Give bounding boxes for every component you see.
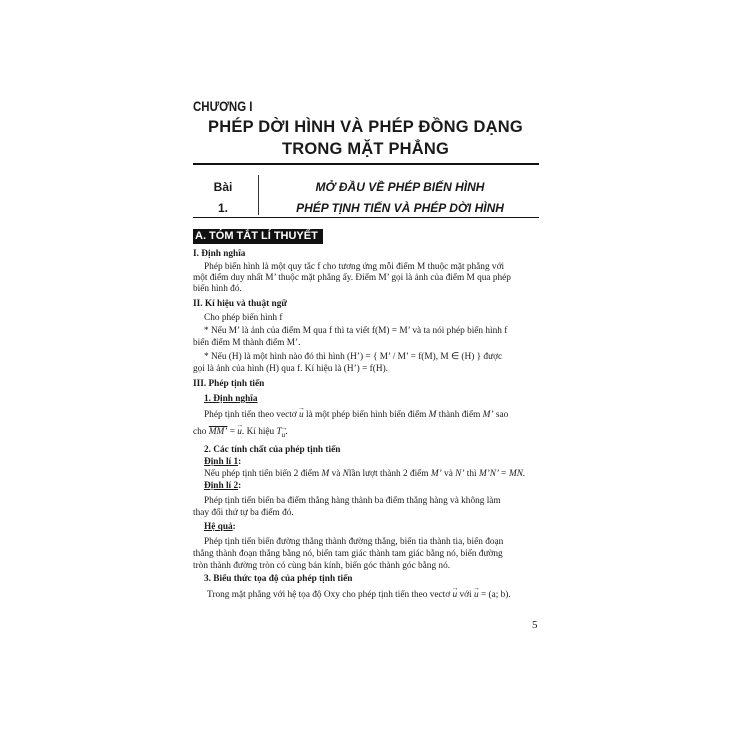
theorem-text: và — [331, 469, 341, 479]
point-m-prime: M’ — [482, 410, 494, 420]
lesson-title-line-2: PHÉP TỊNH TIẾN VÀ PHÉP DỜI HÌNH — [296, 201, 504, 215]
theorem-text: thì — [466, 469, 477, 479]
definition-text: là một phép biến hình biến điểm — [306, 410, 427, 420]
corollary-text-line-2: thẳng thành đoạn thẳng bằng nó, biến tam giác thành tam giác bằng nó, biến đường — [193, 549, 503, 559]
colon: : — [238, 481, 242, 491]
point-m-prime: M’ — [430, 469, 442, 479]
coordinate-text-part: với — [459, 590, 472, 600]
corollary-text-line-3: tròn thành đường tròn có cùng bán kính, biến góc thành góc bằng nó. — [193, 561, 451, 571]
definition-text: . Kí hiệu — [241, 427, 275, 437]
vector-u: → u — [299, 410, 304, 421]
coordinate-text-part: Trong mặt phẳng với hệ tọa độ Oxy cho phép tịnh tiến theo vectơ — [207, 590, 451, 600]
colon: : — [238, 457, 242, 467]
vector-mm-prime: MM’ — [208, 427, 228, 437]
subsection-1-heading: 1. Định nghĩa — [204, 394, 258, 404]
section-2-text-line-3: biến điểm M thành điểm M’. — [193, 338, 301, 348]
theorem-2-label — [204, 481, 241, 492]
coordinate-text — [207, 590, 511, 601]
definition-line-1 — [204, 410, 508, 421]
definition-text: Phép tịnh tiến theo vectơ — [204, 410, 297, 420]
section-2-text-line-2: * Nếu M’ là ảnh của điểm M qua f thì ta viết f(M) = M’ và ta nói phép biến hình f — [204, 326, 508, 336]
vector-u: → u — [474, 590, 479, 601]
lesson-separator — [258, 175, 259, 215]
theorem-text: và — [444, 469, 453, 479]
point-n-prime: N’ — [455, 469, 465, 479]
subsection-3-heading: 3. Biểu thức tọa độ của phép tịnh tiến — [204, 574, 353, 584]
coordinate-text-part: = (a; b). — [480, 590, 511, 600]
section-2-text-line-5: gọi là ảnh của hình (H) qua f. Kí hiệu là (H’) = f(H). — [193, 364, 388, 374]
title-divider — [193, 163, 539, 165]
chapter-title-line-2: TRONG MẶT PHẲNG — [281, 140, 450, 158]
theorem-1-title: Định lí 1 — [204, 457, 239, 467]
section-2-heading: II. Kí hiệu và thuật ngữ — [193, 299, 287, 309]
vector-u: → u — [237, 427, 242, 438]
section-1-text-line-3: biến hình đó. — [193, 284, 242, 294]
section-1-heading: I. Định nghĩa — [193, 249, 246, 259]
point-m: M — [321, 469, 330, 479]
theorem-2-text-line-1: Phép tịnh tiến biến ba điểm thẳng hàng thành ba điểm thẳng hàng và không làm — [204, 496, 501, 506]
colon: : — [232, 522, 236, 532]
definition-text: thành điểm — [438, 410, 481, 420]
theorem-text: Nếu phép tịnh tiến biến 2 điểm — [204, 469, 320, 479]
page-number: 5 — [532, 619, 538, 631]
theorem-1-text — [204, 469, 525, 480]
theorem-text: lần lượt thành 2 điểm — [348, 469, 429, 479]
definition-text: . — [285, 427, 288, 437]
lesson-divider — [193, 217, 539, 218]
theorem-2-text-line-2: thay đổi thứ tự ba điểm đó. — [193, 508, 294, 518]
lesson-label: Bài — [213, 180, 233, 194]
section-1-text-line-2: một điểm duy nhất M’ thuộc mặt phẳng ấy. Điểm M’ gọi là ảnh của điểm M qua phép — [193, 273, 511, 283]
section-banner: A. TÓM TẮT LÍ THUYẾT — [193, 229, 323, 244]
section-2-text-line-1: Cho phép biến hình f — [204, 313, 283, 323]
point-m: M — [428, 410, 437, 420]
lesson-number: 1. — [217, 201, 228, 215]
corollary-text-line-1: Phép tịnh tiến biến đường thẳng thành đường thẳng, biến tia thành tia, biến đoạn — [204, 537, 504, 547]
translation-subscript: → $_u$ — [282, 430, 286, 441]
section-3-heading: III. Phép tịnh tiến — [193, 379, 265, 389]
translation-symbol: T — [276, 427, 282, 437]
definition-text: sao — [495, 410, 509, 420]
chapter-label: CHƯƠNG I — [193, 98, 253, 114]
section-2-text-line-4: * Nếu (H) là một hình nào đó thì hình (H’) = { M’ / M’ = f(M), M ∈ (H) } được — [204, 352, 503, 362]
equals-sign: = — [229, 427, 235, 437]
lesson-title-line-1: MỞ ĐẦU VỀ PHÉP BIẾN HÌNH — [315, 180, 485, 194]
chapter-title-line-1: PHÉP DỜI HÌNH VÀ PHÉP ĐỒNG DẠNG — [208, 118, 523, 136]
point-n: N — [342, 469, 349, 479]
theorem-equation: M’N’ = MN. — [478, 469, 526, 479]
corollary-label — [204, 522, 236, 533]
section-1-text-line-1: Phép biến hình là một quy tắc f cho tương ứng mỗi điểm M thuộc mặt phẳng với — [204, 262, 505, 272]
theorem-1-label — [204, 457, 241, 468]
corollary-title: Hệ quả — [204, 522, 233, 532]
subsection-2-heading: 2. Các tính chất của phép tịnh tiến — [204, 445, 341, 455]
definition-line-2 — [193, 427, 288, 441]
vector-u: → u — [453, 590, 458, 601]
theorem-2-title: Định lí 2 — [204, 481, 239, 491]
definition-text: cho — [193, 427, 207, 437]
